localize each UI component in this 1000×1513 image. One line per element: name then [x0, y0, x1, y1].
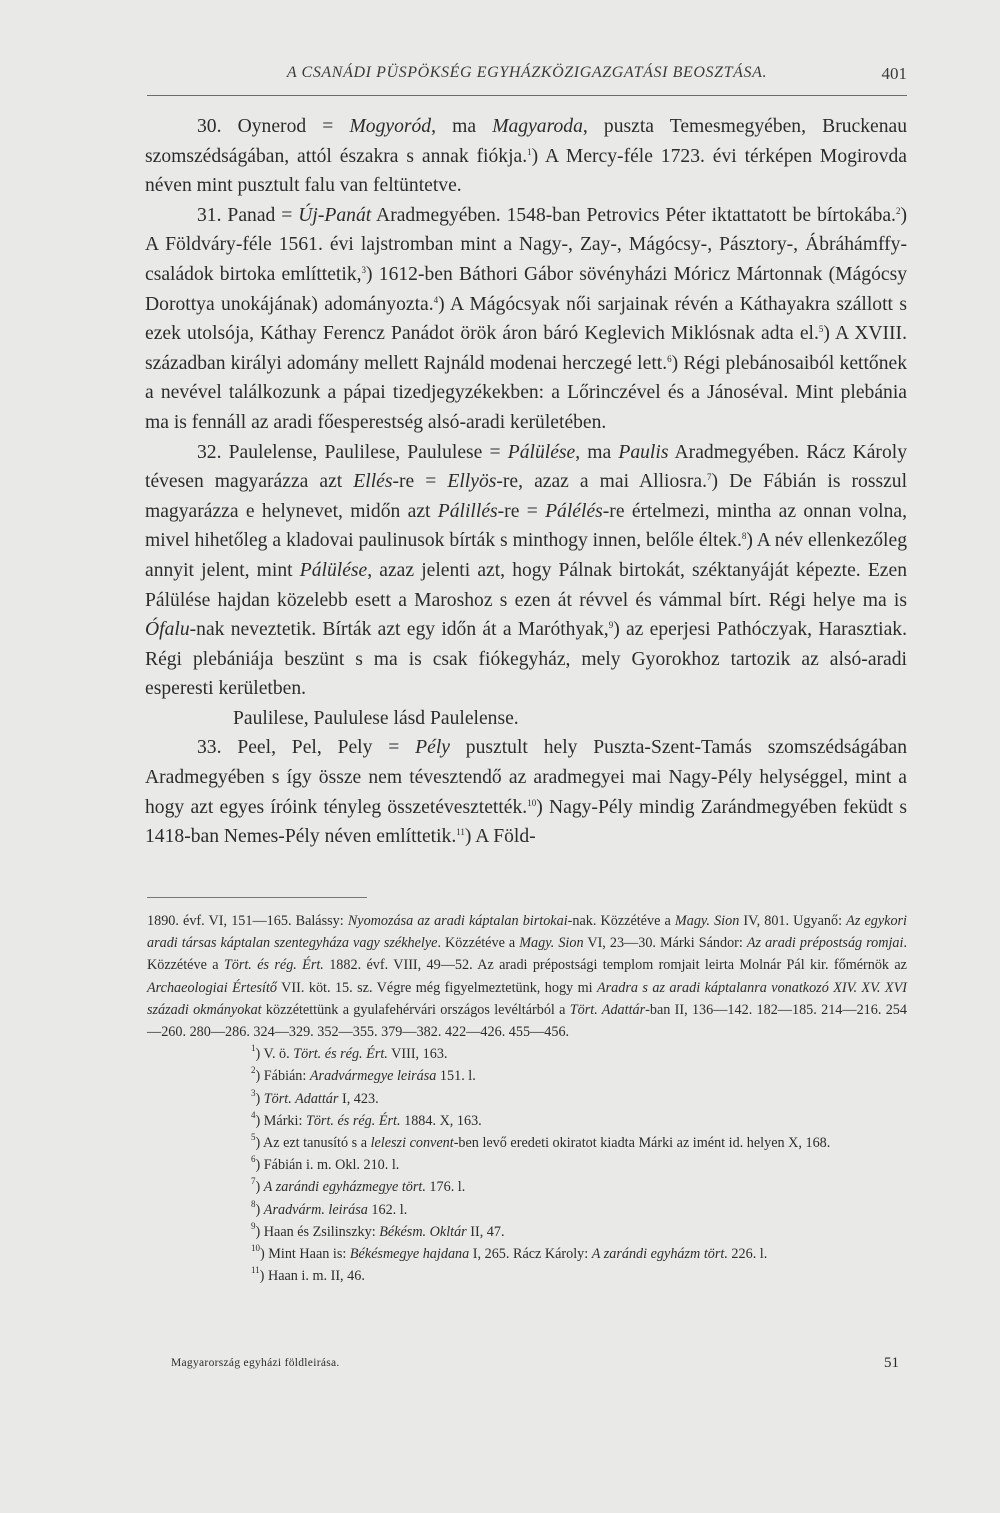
- text: ) A Föld-: [464, 826, 536, 848]
- text: 32. Paulelense, Paulilese, Paululese =: [197, 441, 508, 463]
- entry-31: [145, 201, 907, 438]
- entry-33: [145, 733, 907, 851]
- text: Fábián i. m. Okl. 210. l.: [263, 1157, 400, 1174]
- citation-title: A zarándi egyházmegye tört.: [263, 1179, 426, 1196]
- citation-title: Archaeologiai Értesítő: [147, 979, 277, 996]
- footnote-8: [147, 1199, 907, 1221]
- text: pusztult hely Puszta-Szent-Tamás szomszédságában Aradmegyében s így össze nem tévesztendő az aradmegyei mai Nagy-Pély helységgel, mint a hogy azt egyes íróink tényleg összetévesztették.: [145, 737, 907, 818]
- footnote-mark: $^{11}$): [251, 1265, 265, 1285]
- text: 226. l.: [727, 1246, 768, 1263]
- running-title: A CSANÁDI PÜSPÖKSÉG EGYHÁZKÖZIGAZGATÁSI BEOSZTÁSA.: [286, 64, 768, 81]
- footnote-11: [147, 1265, 907, 1287]
- place-name: Magyaroda: [492, 116, 583, 137]
- place-name: Ófalu: [145, 619, 190, 641]
- text: 1882. évf. VIII, 49—52. Az aradi prépostsági templom romjait leirta Molnár Pál kir. főmérnök az: [323, 957, 907, 974]
- main-text: [145, 112, 907, 852]
- footnote-ref: 5: [818, 324, 824, 335]
- text: . Közzétéve a: [437, 935, 520, 952]
- citation-title: Tört. és rég. Ért.: [223, 957, 324, 974]
- text: 1884. X, 163.: [400, 1112, 482, 1129]
- text: -re =: [497, 500, 546, 522]
- text: II, 47.: [466, 1223, 505, 1240]
- entry-30: [145, 112, 907, 201]
- text: , ma: [575, 441, 619, 463]
- footnote-7: [147, 1176, 907, 1198]
- footnote-ref: 6: [667, 353, 672, 364]
- text: Aradmegyében. Rácz Károly tévesen magyarázza azt: [145, 441, 907, 493]
- entry-32: [145, 438, 907, 704]
- running-header: [147, 62, 907, 90]
- text: Haan i. m. II, 46.: [267, 1268, 365, 1285]
- footnote-number: 9: [251, 1220, 256, 1231]
- footnote-ref: 10: [527, 797, 537, 808]
- text: , ma: [431, 116, 493, 137]
- text: ) De Fábián is rosszul magyarázza e helynevet, midőn azt: [145, 471, 908, 522]
- text: ) A Mágócsyak női sarjainak révén a Káthayakra szállott s ezek utolsója, Káthay Ferencz Panádot örök áron báró Keglevich Miklósnak adta el.: [145, 293, 908, 345]
- footnote-number: 6: [251, 1154, 256, 1165]
- footnotes: [147, 910, 907, 1287]
- text: ) Régi plebánosaiból kettőnek a nevével találkozunk a pápai tizedjegyzékekben: a Lőrinczével és a Jánoséval. Mint plebánia ma is fennáll az aradi főesperestség alsó-aradi kerületében.: [145, 352, 907, 433]
- citation-title: Tört. Adattár: [569, 1001, 646, 1018]
- footnote-mark: $^{10}$): [251, 1243, 265, 1263]
- citation-title: A zarándi egyházm tört.: [591, 1246, 728, 1263]
- footnote-4: [147, 1110, 907, 1132]
- footnote-ref: 11: [456, 827, 465, 838]
- text: I, 423.: [338, 1090, 379, 1107]
- footnote-continuation: [147, 910, 907, 1043]
- footnote-ref: 7: [707, 472, 712, 483]
- footnote-mark: $^9$): [251, 1220, 261, 1240]
- text: Márki:: [263, 1112, 306, 1129]
- citation-title: Aradvármegye leirása: [309, 1068, 437, 1085]
- citation-title: Tört. és rég. Ért.: [293, 1046, 388, 1063]
- text: ) 1612-ben Báthori Gábor sövényházi Móricz Mártonnak (Mágócsy Dorottya unokájának) adományozta.: [145, 263, 907, 315]
- text: , azaz jelenti azt, hogy Pálnak birtokát, széktanyáját képezte. Ezen Pálülése hajdan közelebb esett a Maroshoz s ezen át révvel és vámmal bírt. Régi helye ma is: [145, 559, 908, 611]
- text: közzétettünk a gyulafehérvári országos levéltárból a: [261, 1001, 570, 1018]
- footnote-number: 1: [251, 1043, 256, 1054]
- header-rule: [147, 95, 907, 96]
- place-name: Paulis: [618, 441, 669, 463]
- text: -ban II, 136—142. 182—185. 214—216. 254—260. 280—286. 324—329. 352—355. 379—382. 422—426. 455—456.: [147, 1001, 907, 1041]
- footnote-number: 10: [251, 1243, 260, 1254]
- footnote-rule: [147, 897, 367, 898]
- citation-title: Magy. Sion: [519, 935, 584, 952]
- place-name: Mogyoród: [349, 116, 432, 137]
- text: V. ö.: [263, 1046, 294, 1063]
- place-name: Pély: [415, 737, 450, 759]
- text: 162. l.: [367, 1201, 408, 1218]
- footnote-mark: $^7$): [251, 1176, 261, 1196]
- footnote-10: [147, 1243, 907, 1265]
- text: Mint Haan is:: [268, 1246, 350, 1263]
- text: I, 265. Rácz Károly:: [469, 1246, 592, 1263]
- citation-title: Az egykori aradi társas káptalan szentegyháza vagy székhelye: [147, 913, 908, 952]
- citation-title: Aradvárm. leirása: [263, 1201, 368, 1218]
- footnote-number: 7: [251, 1176, 256, 1187]
- footnote-3: [147, 1088, 907, 1110]
- place-name: Pálülése: [507, 441, 576, 463]
- place-name: Pálélés: [545, 500, 603, 522]
- text: ) A Mercy-féle 1723. évi térképen Mogirovda néven mint pusztult falu van feltüntetve.: [145, 145, 907, 197]
- footnote-number: 3: [251, 1087, 256, 1098]
- text: Fábián:: [263, 1068, 310, 1085]
- footnote-1: [147, 1043, 907, 1065]
- footnote-mark: $^6$): [251, 1154, 261, 1174]
- text: Haan és Zsilinszky:: [263, 1223, 380, 1240]
- text: Aradmegyében. 1548-ban Petrovics Péter iktattatott be bírtokába.: [371, 204, 896, 226]
- citation-title: Nyomozása az aradi káptalan birtokai: [347, 913, 568, 929]
- text: . Közzétéve a: [147, 935, 908, 974]
- footnote-mark: $^1$): [251, 1043, 261, 1063]
- place-name: Pálillés: [437, 500, 498, 522]
- text: 30. Oynerod =: [197, 116, 350, 137]
- text: 176. l.: [425, 1179, 466, 1196]
- text: 151. l.: [436, 1068, 476, 1085]
- citation-title: Aradra s az aradi káptalanra vonatkozó XIV. XV. XVI századi okmányokat: [147, 979, 907, 1018]
- text: VI, 23—30. Márki Sándor:: [583, 935, 747, 952]
- footnote-number: 4: [251, 1109, 256, 1120]
- citation-title: leleszi convent: [370, 1135, 454, 1152]
- sheet-number: 51: [884, 1355, 899, 1371]
- text: ) az eperjesi Pathóczyak, Harasztiak. Régi plebániája beszünt s ma is csak fiókegyház, mely Gyorokhoz tartozik az alsó-aradi esperesti kerületben.: [145, 619, 907, 700]
- text: ) A név ellenkezőleg annyit jelent, mint: [145, 530, 907, 581]
- place-name: Ellyös: [447, 471, 497, 493]
- place-name: Pálülése: [299, 559, 368, 581]
- footnote-mark: $^8$): [251, 1198, 261, 1218]
- citation-title: Magy. Sion: [674, 913, 740, 929]
- text: 1890. évf. VI, 151—165. Balássy:: [147, 913, 348, 929]
- entry-32-crossref: Paulilese, Paululese lásd Paulelense.: [233, 707, 519, 729]
- footnote-9: [147, 1221, 907, 1243]
- text: -re =: [392, 471, 448, 493]
- page-footer: [147, 1355, 907, 1379]
- footnote-mark: $^5$): [251, 1132, 261, 1152]
- text: VII. köt. 15. sz. Végre még figyelmeztetünk, hogy mi: [277, 979, 597, 996]
- text: -re, azaz a mai Alliosra.: [496, 471, 708, 493]
- footnote-5: [147, 1132, 907, 1154]
- text: -nak. Közzétéve a: [567, 913, 675, 929]
- footnote-6: [147, 1154, 907, 1176]
- page-number: 401: [881, 64, 907, 83]
- citation-title: Tört. és rég. Ért.: [305, 1112, 401, 1129]
- text: -re értelmezi, mintha az onnan volna, mivel hihetőleg a kladovai paulinusok bírták s minthogy innen, belőle éltek.: [145, 500, 907, 552]
- footnote-ref: 3: [361, 264, 367, 275]
- place-name: Új-Panát: [298, 204, 372, 226]
- text: IV, 801. Ugyanő:: [739, 913, 847, 929]
- footnote-number: 11: [251, 1265, 260, 1276]
- footnote-ref: 2: [895, 205, 901, 216]
- text: 31. Panad =: [197, 204, 299, 226]
- citation-title: Az aradi prépostság romjai: [746, 935, 904, 952]
- text: 33. Peel, Pel, Pely =: [197, 737, 416, 759]
- text: Az ezt tanusító s a: [263, 1135, 371, 1152]
- signature-line: Magyarország egyházi földleirása.: [171, 1357, 340, 1369]
- place-name: Ellés: [353, 471, 393, 493]
- footnote-number: 5: [251, 1132, 256, 1143]
- footnote-number: 2: [251, 1065, 256, 1076]
- text: -nak neveztetik. Bírták azt egy időn át a Maróthyak,: [189, 619, 609, 641]
- citation-title: Tört. Adattár: [263, 1090, 339, 1107]
- footnote-mark: $^4$): [251, 1109, 261, 1129]
- footnote-ref: 8: [741, 531, 747, 542]
- citation-title: Békésm. Okltár: [379, 1223, 467, 1240]
- footnote-ref: 4: [433, 294, 439, 305]
- text: ) A Földváry-féle 1561. évi lajstromban mint a Nagy-, Zay-, Mágócsy-, Pásztory-, Ábráhámffy-családok birtoka említtetik,: [145, 204, 907, 285]
- text: ) Nagy-Pély mindig Zarándmegyében feküdt s 1418-ban Nemes-Pély néven említtetik.: [145, 796, 907, 848]
- footnote-mark: $^2$): [251, 1065, 261, 1085]
- text: -ben levő eredeti okiratot kiadta Márki az imént id. helyen X, 168.: [453, 1135, 831, 1152]
- footnote-mark: $^3$): [251, 1087, 261, 1107]
- citation-title: Békésmegye hajdana: [349, 1246, 470, 1263]
- footnote-ref: 9: [608, 620, 614, 631]
- text: , puszta Temesmegyében, Bruckenau szomszédságában, attól északra s annak fiókja.: [145, 116, 907, 167]
- text: ) A XVIII. században királyi adomány mellett Rajnáld modenai herczegé lett.: [145, 323, 907, 374]
- footnote-number: 8: [251, 1198, 256, 1209]
- text: VIII, 163.: [387, 1046, 448, 1063]
- footnote-ref: 1: [527, 146, 532, 157]
- footnote-2: [147, 1065, 907, 1087]
